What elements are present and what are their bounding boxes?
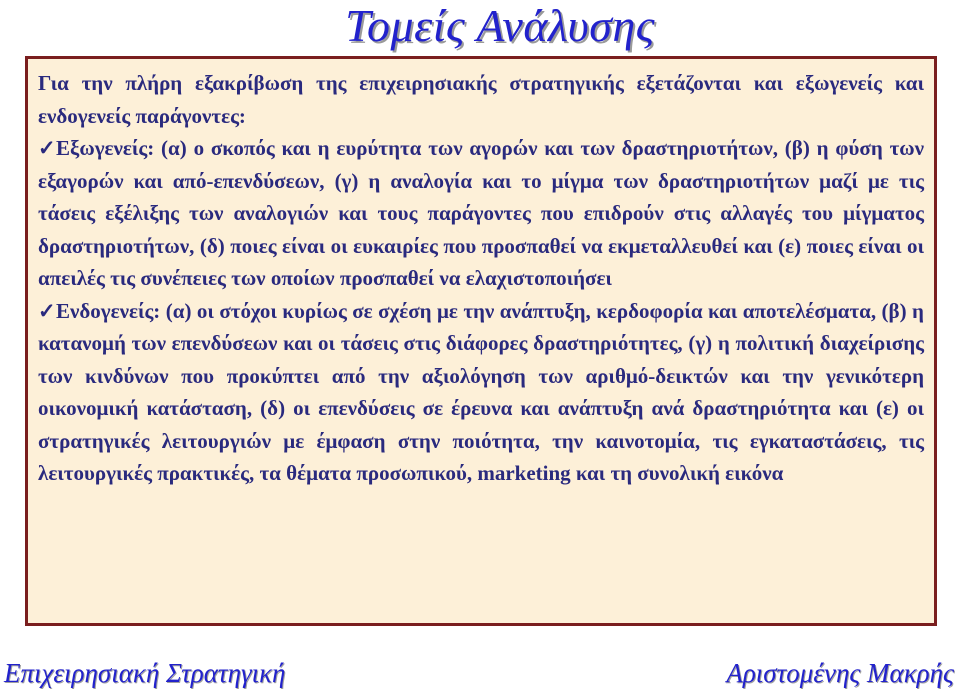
footer-author: Αριστομένης Μακρής	[726, 658, 954, 688]
endogenous-item	[38, 295, 924, 490]
check-icon: ✓	[38, 298, 56, 323]
check-icon: ✓	[38, 136, 56, 160]
exogenous-text: Εξωγενείς: (α) ο σκοπός και η ευρύτητα των αγορών και των δραστηριοτήτων, (β) η φύση των εξαγορών και από-επενδύσεων, (γ) η αναλογία και το μίγμα των δραστηριοτήτων μαζί με τις τάσεις εξέλιξης των αναλογιών και τους παράγοντες που επιδρούν στις αλλαγές του μίγματος δραστηριοτήτων, (δ) ποιες είναι οι ευκαιρίες που προσπαθεί να εκμεταλλευθεί και (ε) ποιες είναι οι απειλές τις συνέπειες των οποίων προσπαθεί να ελαχιστοποιήσει	[38, 136, 924, 290]
content-box	[25, 56, 937, 626]
exogenous-item	[38, 132, 924, 295]
slide-title: Τομείς Ανάλυσης	[345, 0, 655, 51]
endogenous-text: Ενδογενείς: (α) οι στόχοι κυρίως σε σχέση με την ανάπτυξη, κερδοφορία και αποτελέσματα, (β) η κατανομή των επενδύσεων και οι τάσεις στις διάφορες δραστηριότητες, (γ) η πολιτική διαχείρισης των κινδύνων που προκύπτει από την αξιολόγηση των αριθμό-δεικτών και την γενικότερη οικονομική κατάσταση, (δ) οι επενδύσεις σε έρευνα και ανάπτυξη ανά δραστηριότητα και (ε) οι στρατηγικές λειτουργιών με έμφαση στην ποιότητα, την καινοτομία, τις εγκαταστάσεις, τις λειτουργικές πρακτικές, τα θέματα προσωπικού, marketing και τη συνολική εικόνα	[38, 298, 924, 485]
intro-paragraph: Για την πλήρη εξακρίβωση της επιχειρησιακής στρατηγικής εξετάζονται και εξωγενείς και ενδογενείς παράγοντες:	[38, 71, 924, 128]
footer-course-title: Επιχειρησιακή Στρατηγική	[4, 658, 286, 688]
